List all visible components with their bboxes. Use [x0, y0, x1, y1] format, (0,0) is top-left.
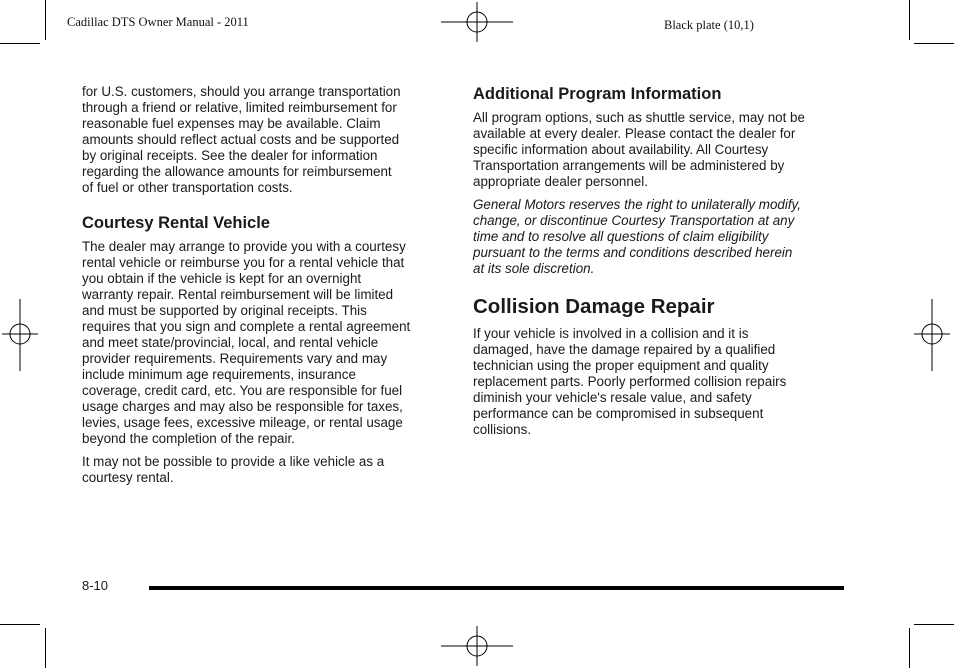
additional-info-paragraph: All program options, such as shuttle service, may not be available at every dealer. Please contact the dealer for specific information about availability. All Courtesy Transportation arrangements will be administered by appropriate dealer personnel.	[473, 110, 805, 189]
left-column	[82, 84, 444, 493]
crop-mark-top-right-horizontal	[914, 43, 954, 44]
crop-mark-top-left-horizontal	[0, 43, 40, 44]
collision-paragraph: If your vehicle is involved in a collision and it is damaged, have the damage repaired by a qualified technician using the proper equipment and quality replacement parts. Poorly performed collision repairs diminish your vehicle's resale value, and safety performance can be compromised in subsequent collisions.	[473, 326, 787, 437]
crop-mark-top-left-vertical	[45, 0, 46, 40]
courtesy-rental-paragraph: The dealer may arrange to provide you with a courtesy rental vehicle or reimburse you for a rental vehicle that you obtain if the vehicle is kept for an overnight warranty repair. Rental reimbursement will be limited and must be supported by original receipts. This requires that you sign and complete a rental agreement and meet state/provincial, local, and rental vehicle provider requirements. Requirements vary and may include minimum age requirements, insurance coverage, credit card, etc. You are responsible for fuel usage charges and may also be responsible for taxes, levies, usage fees, excessive mileage, or rental usage beyond the completion of the repair.	[82, 239, 411, 446]
registration-crosshair-icon	[437, 2, 517, 42]
courtesy-rental-heading: Courtesy Rental Vehicle	[82, 214, 270, 232]
crop-mark-bottom-right-horizontal	[914, 624, 954, 625]
crop-mark-bottom-left-vertical	[45, 628, 46, 668]
disclaimer-paragraph: General Motors reserves the right to unilaterally modify, change, or discontinue Courtesy Transportation at any time and to resolve all questions of claim eligibility pursuant to the terms and conditions described herein at its sole discretion.	[473, 197, 801, 276]
page-number: 8-10	[82, 578, 109, 593]
crop-mark-bottom-left-horizontal	[0, 624, 40, 625]
intro-paragraph: for U.S. customers, should you arrange transportation through a friend or relative, limited reimbursement for reasonable fuel expenses may be available. Claim amounts should reflect actual costs and be supported by original receipts. See the dealer for information regarding the allowance amounts for reimbursement of fuel or other transportation costs.	[82, 84, 401, 195]
manual-title: Cadillac DTS Owner Manual - 2011	[67, 15, 249, 29]
registration-crosshair-icon	[0, 297, 40, 373]
crop-mark-top-right-vertical	[909, 0, 910, 40]
courtesy-rental-note: It may not be possible to provide a like vehicle as a courtesy rental.	[82, 454, 385, 485]
collision-heading: Collision Damage Repair	[473, 295, 715, 318]
registration-crosshair-icon	[437, 626, 517, 666]
additional-info-heading: Additional Program Information	[473, 85, 722, 103]
right-column	[473, 84, 843, 445]
registration-crosshair-icon	[912, 297, 952, 373]
plate-info: Black plate (10,1)	[664, 18, 754, 32]
footer-rule	[149, 586, 844, 590]
crop-mark-bottom-right-vertical	[909, 628, 910, 668]
